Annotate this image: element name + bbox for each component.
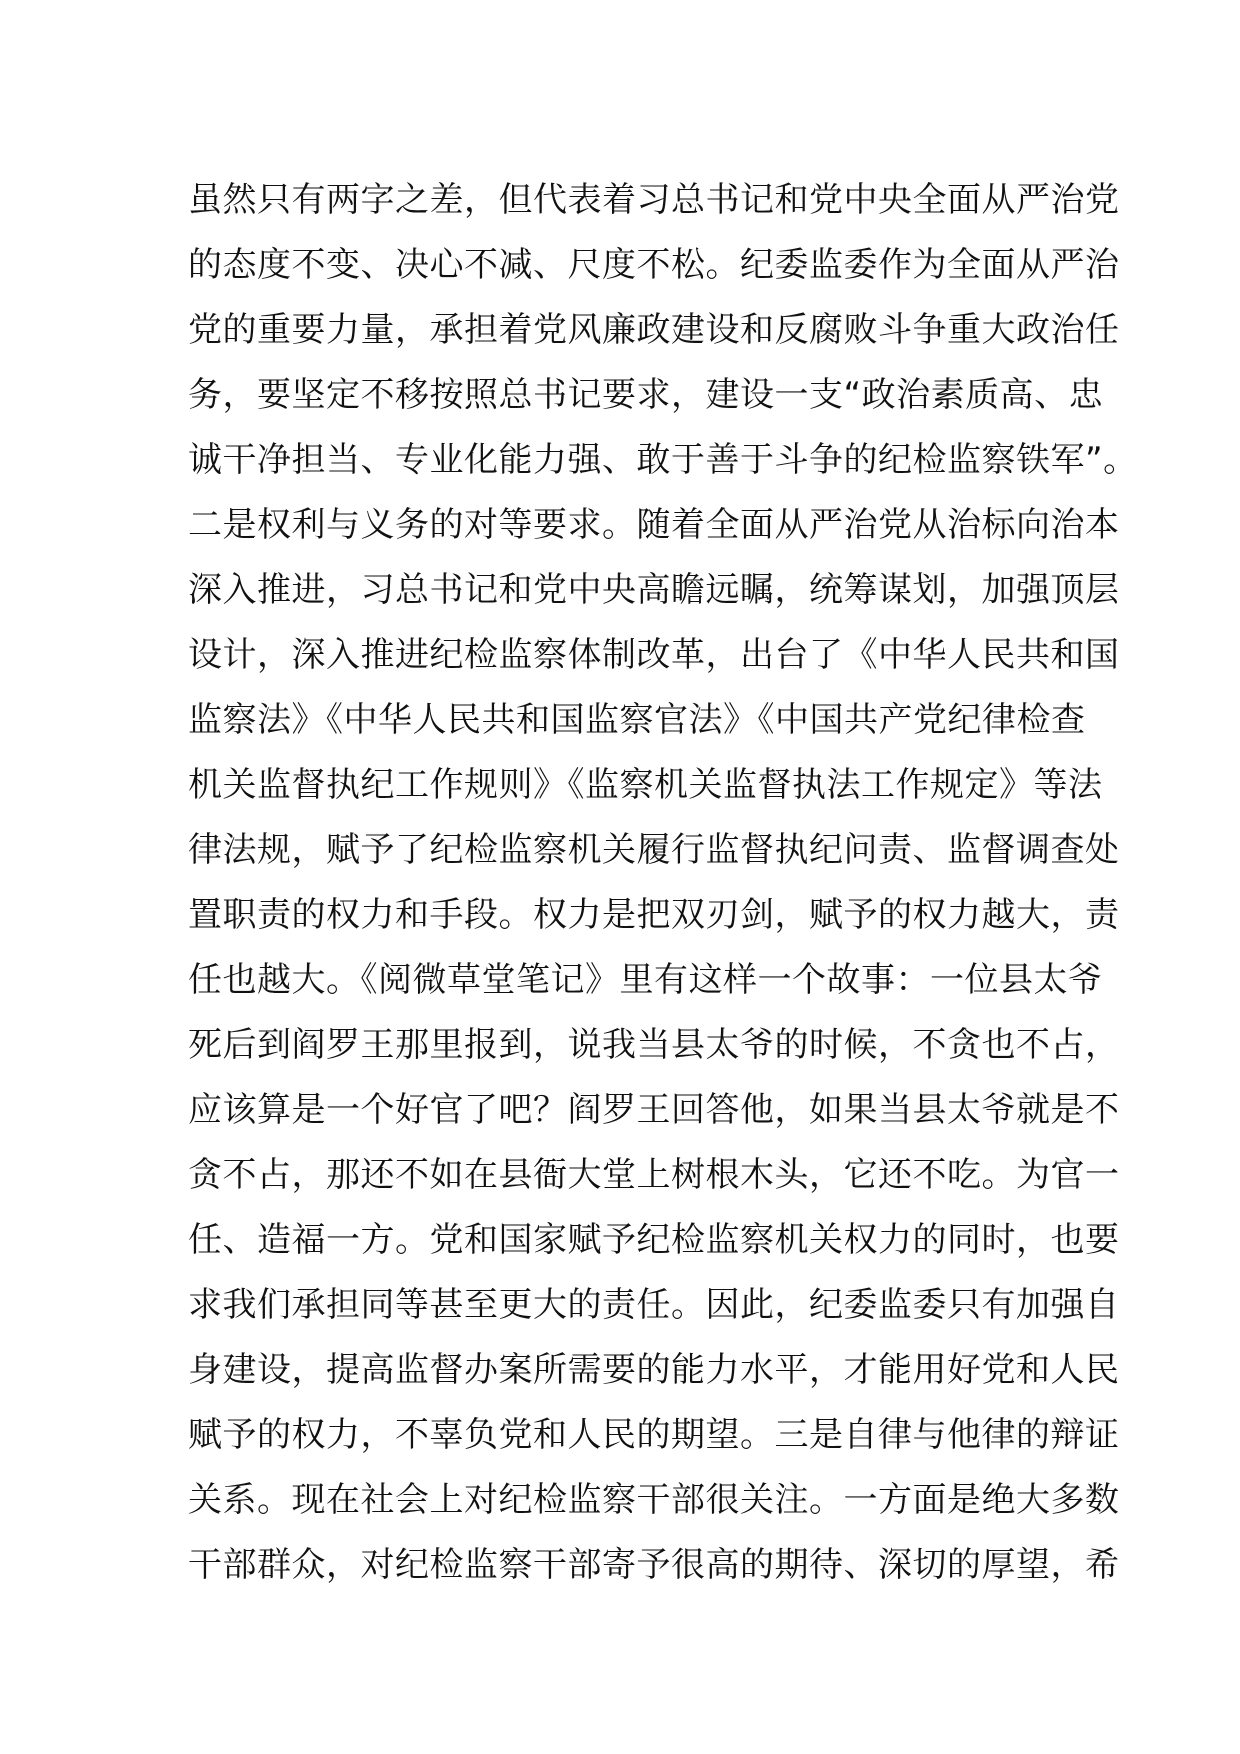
text-line: 二是权利与义务的对等要求。随着全面从严治党从治标向治本: [188, 505, 1120, 545]
text-line: 贪不占，那还不如在县衙大堂上树根木头，它还不吃。为官一: [188, 1155, 1120, 1195]
text-line: 干部群众，对纪检监察干部寄予很高的期待、深切的厚望，希: [188, 1545, 1120, 1585]
body-text: [188, 168, 1138, 1598]
text-line: 务，要坚定不移按照总书记要求，建设一支“政治素质高、忠: [188, 375, 1104, 415]
text-line: 求我们承担同等甚至更大的责任。因此，纪委监委只有加强自: [188, 1285, 1120, 1325]
text-line: 死后到阎罗王那里报到，说我当县太爷的时候，不贪也不占，: [188, 1025, 1120, 1065]
text-line: 身建设，提高监督办案所需要的能力水平，才能用好党和人民: [188, 1350, 1120, 1390]
text-line: 任也越大。《阅微草堂笔记》里有这样一个故事：一位县太爷: [188, 960, 1103, 1000]
text-line: 任、造福一方。党和国家赋予纪检监察机关权力的同时，也要: [188, 1220, 1120, 1260]
text-line: 设计，深入推进纪检监察体制改革，出台了《中华人民共和国: [188, 635, 1120, 675]
text-line: 机关监督执纪工作规则》《监察机关监督执法工作规定》等法: [188, 765, 1103, 805]
text-line: 应该算是一个好官了吧？阎罗王回答他，如果当县太爷就是不: [188, 1090, 1120, 1130]
text-line: 虽然只有两字之差，但代表着习总书记和党中央全面从严治党: [188, 180, 1120, 220]
text-line: 置职责的权力和手段。权力是把双刃剑，赋予的权力越大，责: [188, 895, 1120, 935]
text-line: 的态度不变、决心不减、尺度不松。纪委监委作为全面从严治: [188, 245, 1120, 285]
text-line: 监察法》《中华人民共和国监察官法》《中国共产党纪律检查: [188, 700, 1086, 740]
text-line: 深入推进，习总书记和党中央高瞻远瞩，统筹谋划，加强顶层: [188, 570, 1120, 610]
text-line: 党的重要力量，承担着党风廉政建设和反腐败斗争重大政治任: [188, 310, 1120, 350]
text-line: 诚干净担当、专业化能力强、敢于善于斗争的纪检监察铁军”。: [188, 440, 1138, 480]
text-line: 赋予的权力，不辜负党和人民的期望。三是自律与他律的辩证: [188, 1415, 1120, 1455]
text-line: 关系。现在社会上对纪检监察干部很关注。一方面是绝大多数: [188, 1480, 1120, 1520]
text-line: 律法规，赋予了纪检监察机关履行监督执纪问责、监督调查处: [188, 830, 1120, 870]
